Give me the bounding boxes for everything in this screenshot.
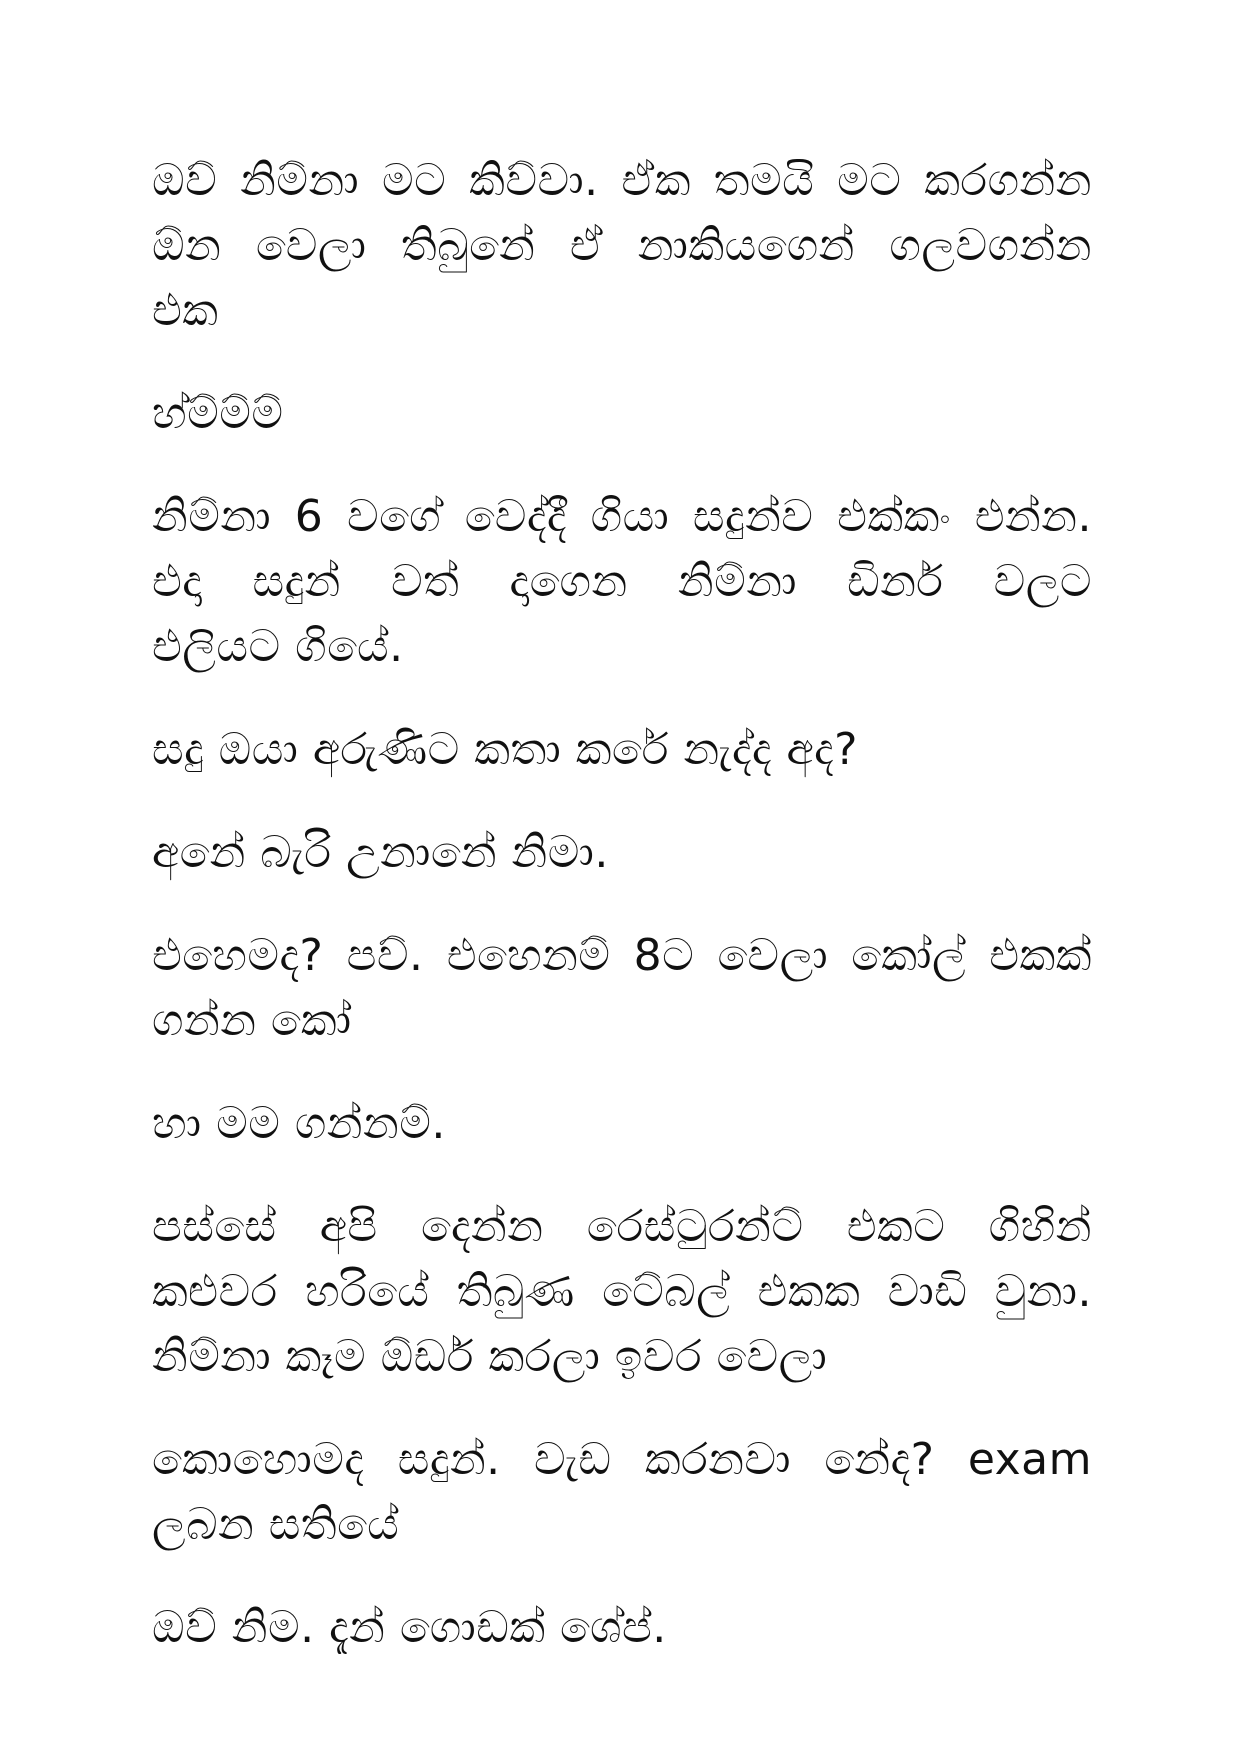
text-line: නිම්නා කෑම ඕඩර් කරලා ඉවර වෙලා [152, 1331, 828, 1382]
paragraph-5 [152, 820, 1092, 885]
paragraph-4 [152, 717, 1092, 782]
text-line: ඔව් නිම්නා මට කිව්වා. ඒක තමයි මට කරගන්න [152, 155, 1092, 206]
text-line: එලියට ගියේ. [152, 621, 404, 672]
paragraph-8 [152, 1194, 1092, 1389]
paragraph-7 [152, 1091, 1092, 1156]
text-line: අනේ බැරි උනානේ නිමා. [152, 827, 609, 878]
text-line: හා මම ගන්නම්. [152, 1098, 446, 1149]
text-line: එදා සදුන් වත් දාගෙන නිම්නා ඩිනර් වලට [152, 556, 1092, 607]
text-line: ගන්න කෝ [152, 995, 352, 1046]
paragraph-1 [152, 148, 1092, 343]
text-line: හ්ම්ම්ම් [152, 388, 284, 439]
story-text [152, 148, 1092, 1698]
text-line: එක [152, 285, 219, 336]
text-line: ඕන වෙලා තිබුනේ ඒ නාකියගෙන් ගලවගන්න [152, 220, 1092, 271]
text-line: ඔව් නිම. දැන් ගොඩක් ශේප්. [152, 1602, 667, 1653]
paragraph-3 [152, 484, 1092, 679]
paragraph-10 [152, 1595, 1092, 1660]
text-line: කොහොමද සදුන්. වැඩ කරනවා නේද? exam [152, 1434, 1092, 1485]
paragraph-2 [152, 381, 1092, 446]
text-line: පස්සේ අපි දෙන්න රෙස්ටුරන්ට් එකට ගිහින් [152, 1201, 1092, 1252]
text-line: ලබන සතියේ [152, 1499, 400, 1550]
text-line: සදු ඔයා අරුණිට කතා කරේ නැද්ද අද? [152, 724, 859, 775]
paragraph-6 [152, 923, 1092, 1053]
text-line: නිම්නා 6 වගේ වෙද්දී ගියා සදුන්ව එක්කං එන්න. [152, 491, 1092, 542]
text-line: කළුවර හරියේ තිබුණ ටේබල් එකක වාඩි වුනා. [152, 1266, 1092, 1317]
paragraph-9 [152, 1427, 1092, 1557]
text-line: එහෙමද? පව්. එහෙනම් 8ට වෙලා කෝල් එකක් [152, 930, 1092, 981]
